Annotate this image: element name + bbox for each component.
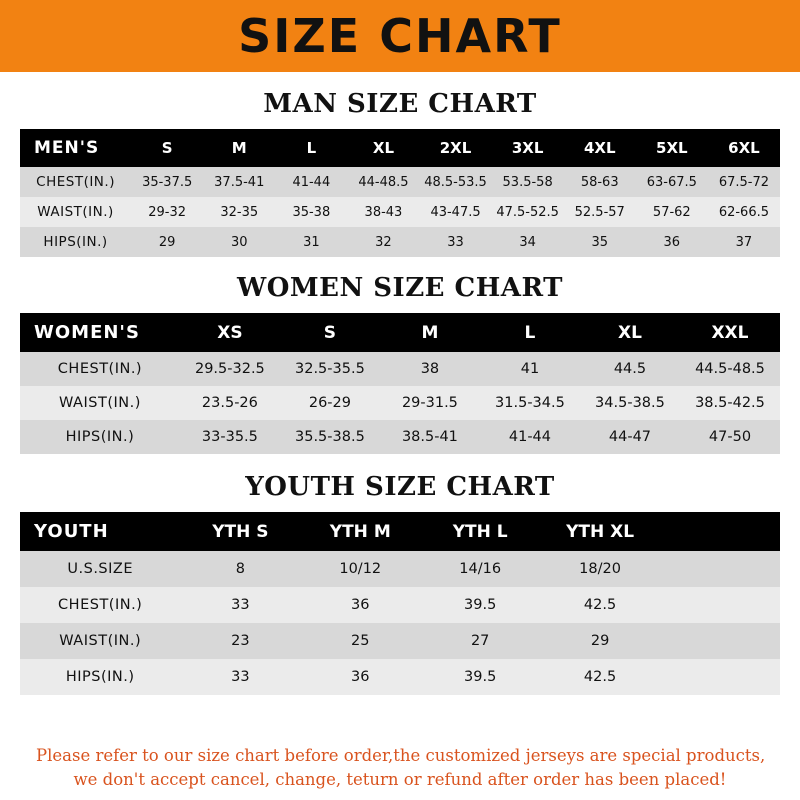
youth-header-yth-m: YTH M	[329, 521, 391, 542]
footer-note-line2: we don't accept cancel, change, teturn or refund after order has been placed!	[73, 770, 727, 790]
men-chest-6xl: 67.5-72	[718, 174, 770, 190]
youth-waist-empty	[660, 623, 780, 659]
men-chest-s: 35-37.5	[142, 174, 193, 190]
women-chest-s: 32.5-35.5	[295, 361, 365, 377]
women-waist-xxl: 38.5-42.5	[695, 395, 765, 411]
men-waist-2xl: 43-47.5	[430, 204, 481, 220]
women-hips-xl: 44-47	[608, 429, 652, 445]
youth-waist-s: 23	[231, 633, 250, 649]
men-hips-6xl: 37	[735, 234, 753, 250]
youth-row-ussize-label: U.S.SIZE	[67, 561, 134, 577]
women-section-title: WOMEN SIZE CHART	[237, 273, 563, 303]
table-row	[20, 587, 780, 623]
men-waist-6xl: 62-66.5	[718, 204, 770, 220]
women-row-hips-label: HIPS(IN.)	[65, 429, 135, 445]
youth-chest-s: 33	[231, 597, 250, 613]
men-header-3xl: 3XL	[511, 139, 544, 157]
men-chest-2xl: 48.5-53.5	[424, 174, 487, 190]
men-header-m: M	[231, 139, 247, 157]
youth-hips-s: 33	[231, 669, 250, 685]
man-table-header	[20, 129, 780, 167]
men-header-s: S	[161, 139, 173, 157]
table-row	[20, 386, 780, 420]
youth-chest-l: 39.5	[464, 597, 497, 613]
youth-header-empty	[660, 512, 780, 551]
men-waist-xl: 38-43	[364, 204, 403, 220]
youth-ussize-s: 8	[235, 561, 245, 577]
youth-ussize-xl: 18/20	[579, 561, 621, 577]
footer-note	[20, 734, 780, 800]
table-row	[20, 551, 780, 587]
women-hips-xxl: 47-50	[708, 429, 752, 445]
women-hips-s: 35.5-38.5	[295, 429, 365, 445]
youth-hips-xl: 42.5	[583, 669, 617, 685]
youth-hips-m: 36	[351, 669, 370, 685]
youth-table-header	[20, 512, 780, 551]
women-size-table	[20, 313, 780, 454]
women-hips-l: 41-44	[508, 429, 552, 445]
header-bar	[0, 0, 800, 75]
women-row-waist-label: WAIST(IN.)	[59, 395, 141, 411]
women-waist-s: 26-29	[308, 395, 351, 411]
men-hips-s: 29	[158, 234, 176, 250]
men-header-2xl: 2XL	[439, 139, 472, 157]
men-header-4xl: 4XL	[583, 139, 616, 157]
youth-section-title: YOUTH SIZE CHART	[245, 472, 555, 502]
women-table-body	[20, 352, 780, 454]
women-chest-xs: 29.5-32.5	[194, 361, 265, 377]
men-hips-l: 31	[303, 234, 320, 250]
men-header-xl: XL	[372, 139, 394, 157]
men-row-waist-label: WAIST(IN.)	[37, 204, 114, 220]
men-waist-s: 29-32	[148, 204, 187, 220]
table-row	[20, 227, 780, 257]
men-hips-3xl: 34	[519, 234, 536, 250]
men-chest-xl: 44-48.5	[358, 174, 409, 190]
men-header-l: L	[306, 139, 317, 157]
men-header-label: MEN'S	[34, 138, 100, 158]
youth-size-table	[20, 512, 780, 695]
men-chest-5xl: 63-67.5	[646, 174, 697, 190]
men-hips-5xl: 36	[663, 234, 681, 250]
women-header-xs: XS	[217, 322, 243, 343]
women-table-header	[20, 313, 780, 352]
men-hips-xl: 32	[375, 234, 392, 250]
youth-hips-empty	[660, 659, 780, 695]
men-waist-4xl: 52.5-57	[574, 204, 625, 220]
man-table-body	[20, 167, 780, 257]
table-row	[20, 623, 780, 659]
men-waist-3xl: 47.5-52.5	[496, 204, 559, 220]
youth-header-yth-s: YTH S	[212, 521, 269, 542]
men-row-hips-label: HIPS(IN.)	[43, 234, 108, 250]
men-chest-l: 41-44	[292, 174, 331, 190]
youth-hips-l: 39.5	[464, 669, 497, 685]
women-hips-m: 38.5-41	[401, 429, 458, 445]
men-hips-m: 30	[230, 234, 248, 250]
youth-waist-xl: 29	[590, 633, 610, 649]
women-waist-xs: 23.5-26	[201, 395, 258, 411]
table-row	[20, 420, 780, 454]
youth-row-chest-label: CHEST(IN.)	[58, 597, 143, 613]
women-chest-xxl: 44.5-48.5	[695, 361, 765, 377]
men-header-6xl: 6XL	[728, 139, 760, 157]
youth-chest-empty	[660, 587, 780, 623]
table-row	[20, 352, 780, 386]
men-waist-l: 35-38	[292, 204, 331, 220]
youth-table-body	[20, 551, 780, 695]
table-header-row	[20, 129, 780, 167]
men-hips-2xl: 33	[447, 234, 464, 250]
youth-header-label: YOUTH	[34, 521, 109, 542]
men-header-5xl: 5XL	[656, 139, 688, 157]
women-row-chest-label: CHEST(IN.)	[57, 361, 143, 377]
page-title: SIZE CHART	[238, 9, 562, 63]
men-row-chest-label: CHEST(IN.)	[36, 174, 115, 190]
women-waist-m: 29-31.5	[401, 395, 458, 411]
women-waist-xl: 34.5-38.5	[595, 395, 665, 411]
youth-row-hips-label: HIPS(IN.)	[65, 669, 135, 685]
youth-header-yth-xl: YTH XL	[566, 521, 635, 542]
men-chest-m: 37.5-41	[214, 174, 265, 190]
youth-waist-m: 25	[351, 633, 370, 649]
content-area	[0, 75, 800, 800]
women-header-xl: XL	[617, 322, 642, 343]
men-waist-m: 32-35	[220, 204, 259, 220]
women-header-label: WOMEN'S	[34, 322, 140, 343]
youth-header-yth-l: YTH L	[452, 521, 508, 542]
footer-note-line1: Please refer to our size chart before order,the customized jerseys are special products,	[36, 746, 766, 766]
man-size-table	[20, 129, 780, 257]
women-header-l: L	[524, 322, 536, 343]
table-header-row	[20, 313, 780, 352]
men-chest-4xl: 58-63	[580, 174, 619, 190]
youth-row-waist-label: WAIST(IN.)	[59, 633, 142, 649]
youth-ussize-m: 10/12	[339, 561, 382, 577]
women-chest-m: 38	[420, 361, 440, 377]
women-chest-xl: 44.5	[613, 361, 647, 377]
table-row	[20, 167, 780, 197]
youth-ussize-empty	[660, 551, 780, 587]
table-row	[20, 197, 780, 227]
youth-chest-m: 36	[351, 597, 370, 613]
women-chest-l: 41	[520, 361, 540, 377]
youth-chest-xl: 42.5	[583, 597, 617, 613]
table-row	[20, 659, 780, 695]
youth-waist-l: 27	[470, 633, 490, 649]
table-header-row	[20, 512, 780, 551]
women-header-xxl: XXL	[711, 322, 749, 343]
women-hips-xs: 33-35.5	[201, 429, 258, 445]
women-waist-l: 31.5-34.5	[495, 395, 565, 411]
women-header-m: M	[421, 322, 439, 343]
men-chest-3xl: 53.5-58	[502, 174, 553, 190]
women-header-s: S	[323, 322, 337, 343]
youth-ussize-l: 14/16	[459, 561, 502, 577]
man-section-title: MAN SIZE CHART	[263, 89, 537, 119]
men-hips-4xl: 35	[591, 234, 608, 250]
men-waist-5xl: 57-62	[652, 204, 691, 220]
